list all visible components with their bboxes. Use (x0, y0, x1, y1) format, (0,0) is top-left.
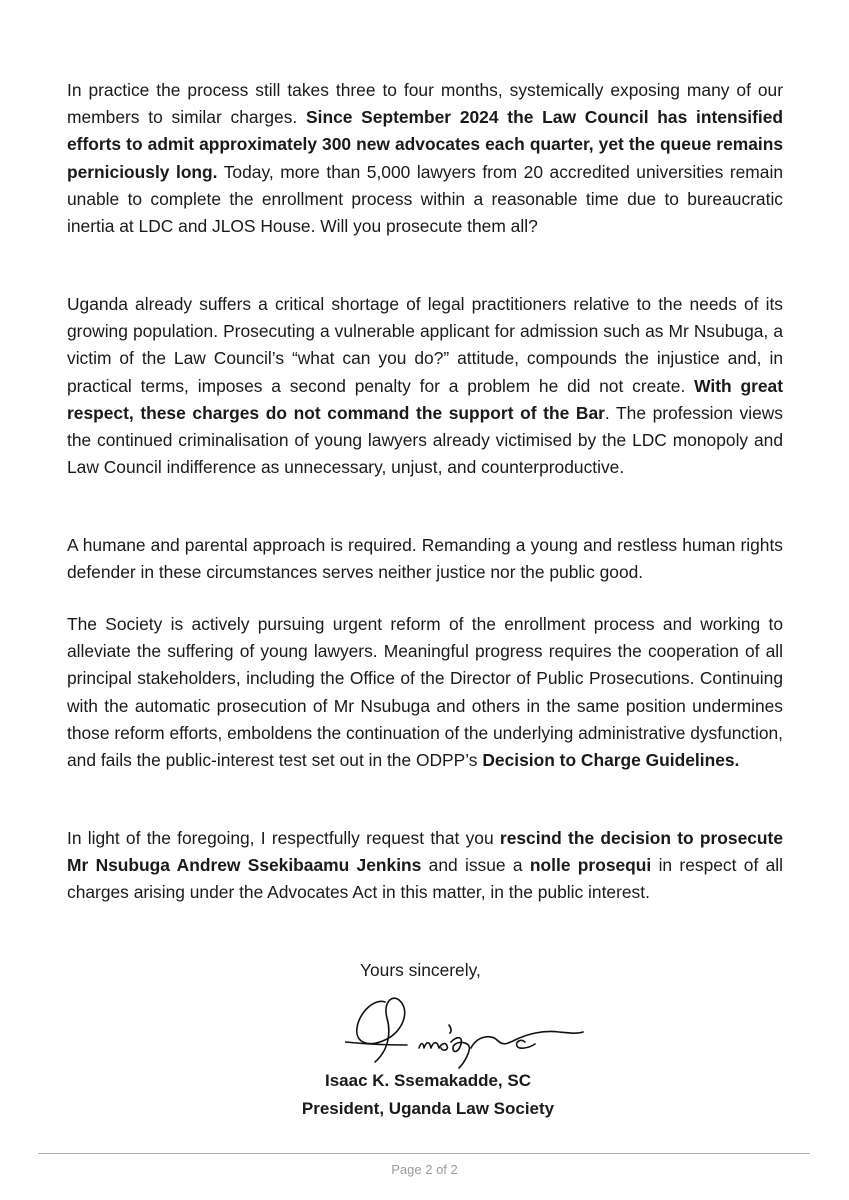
signer-title: President, Uganda Law Society (301, 1099, 555, 1118)
emphasis-text: nolle prosequi (529, 855, 652, 876)
paragraph-text: In practice the process still takes three to four months, systemically exposing many of our members to similar charges. (67, 80, 783, 128)
handwritten-signature (345, 990, 595, 1075)
paragraph-text: Uganda already suffers a critical shortage of legal practitioners relative to the needs of its growing population. Prosecuting a vulnerable applicant for admission such as Mr Nsubuga, a victim of the Law Council’s “what can you do?” attitude, compounds the injustice and, in practical terms, imposes a second penalty for a problem he did not create. (67, 294, 783, 396)
paragraph-text: Today, more than 5,000 lawyers from 20 accredited universities remain unable to complete the enrollment process within a reasonable time due to bureaucratic inertia at LDC and JLOS House. Will you prosecute them all? (67, 161, 783, 237)
page-number: Page 2 of 2 (391, 1162, 458, 1177)
paragraph-text: The Society is actively pursuing urgent reform of the enrollment process and working to alleviate the suffering of young lawyers. Meaningful progress requires the cooperation of all principal stakeholders, including the Office of the Director of Public Prosecutions. Continuing with the automatic prosecution of Mr Nsubuga and others in the same position undermines those reform efforts, emboldens the continuation of the underlying administrative dysfunction, and fails the public-interest test set out in the ODPP’s (67, 614, 783, 771)
emphasis-text: Since September 2024 the Law Council has intensified efforts to admit approximately 300 new advocates each quarter, yet the queue remains perniciously long. (67, 107, 783, 182)
paragraph-text: A humane and parental approach is required. Remanding a young and restless human rights defender in these circumstances serves neither justice nor the public good. (67, 535, 783, 583)
paragraph-text: in respect of all charges arising under the Advocates Act in this matter, in the public interest. (67, 855, 783, 903)
emphasis-text: With great respect, these charges do not command the support of the Bar (67, 375, 783, 423)
body-paragraph (67, 77, 783, 240)
footer-divider (38, 1153, 810, 1154)
emphasis-text: Decision to Charge Guidelines. (482, 750, 740, 771)
paragraph-text: . The profession views the continued criminalisation of young lawyers already victimised by the LDC monopoly and Law Council indifference as unnecessary, unjust, and counterproductive. (67, 402, 783, 478)
body-paragraph (67, 291, 783, 481)
body-paragraph (67, 825, 783, 907)
body-paragraph (67, 532, 783, 586)
signer-name: Isaac K. Ssemakadde, SC (324, 1071, 531, 1090)
paragraph-text: In light of the foregoing, I respectfully request that you (67, 828, 500, 848)
paragraph-text: and issue a (421, 855, 530, 876)
emphasis-text: rescind the decision to prosecute Mr Nsubuga Andrew Ssekibaamu Jenkins (67, 828, 783, 876)
closing-salutation: Yours sincerely, (360, 960, 481, 980)
body-paragraph (67, 611, 783, 774)
